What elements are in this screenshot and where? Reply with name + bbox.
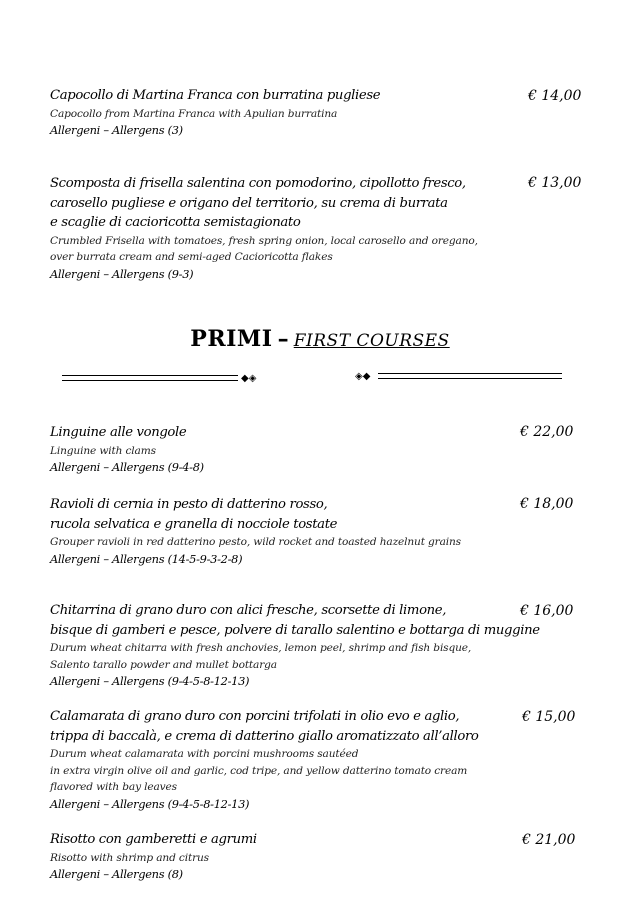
section-title-dash: – [277,326,289,352]
dish-name-it: trippa di baccalà, e crema di datterino giallo aromatizzato all’alloro [50,728,479,744]
section-title [0,326,640,352]
dish-desc-en: Crumbled Frisella with tomatoes, fresh spring onion, local carosello and oregano, [50,234,478,247]
dish-allergens: Allergeni – Allergens (9-4-8) [50,460,204,474]
dish-allergens: Allergeni – Allergens (14-5-9-3-2-8) [50,551,243,566]
section-title-en: FIRST COURSES [293,331,450,351]
dish-name-it: Scomposta di frisella salentina con pomodorino, cipollotto fresco, [50,176,466,191]
dish-allergens: Allergeni – Allergens (9-4-5-8-12-13) [50,796,250,811]
dish-name-it: Linguine alle vongole [50,425,187,440]
dish-allergens: Allergeni – Allergens (8) [50,867,183,881]
dish-allergens: Allergeni – Allergens (9-3) [50,266,194,281]
divider-rule-left [62,375,238,381]
dish-desc-en: flavored with bay leaves [50,781,177,793]
dish-name-it: bisque di gamberi e pesce, polvere di tarallo salentino e bottarga di muggine [50,622,540,638]
dish-desc-en: Durum wheat chitarra with fresh anchovies, lemon peel, shrimp and fish bisque, [50,642,472,654]
dish-name-it: Capocollo di Martina Franca con burratina pugliese [50,88,381,103]
dish-desc-en: Risotto with shrimp and citrus [50,851,209,864]
dish-name-it: rucola selvatica e granella di nocciole tostate [50,516,338,532]
dish-desc-en: Linguine with clams [50,444,156,457]
dish-price: € 21,00 [522,832,576,848]
dish-name-it: Calamarata di grano duro con porcini trifolati in olio evo e aglio, [50,709,460,724]
dish-name-it: e scaglie di cacioricotta semistagionato [50,215,301,230]
dish-price: € 16,00 [520,603,574,619]
dish-price: € 14,00 [528,88,582,104]
dish-allergens: Allergeni – Allergens (9-4-5-8-12-13) [50,674,250,688]
dish-desc-en: Salento tarallo powder and mullet bottarga [50,658,277,671]
dish-name-it: carosello pugliese e origano del territorio, su crema di burrata [50,195,448,211]
menu-item-frisella [50,174,610,283]
dish-name-it: Ravioli di cernia in pesto di datterino rosso, [50,497,328,512]
dish-price: € 22,00 [520,424,574,440]
dish-desc-en: Capocollo from Martina Franca with Apulian burratina [50,107,338,120]
menu-item-capocollo [50,86,610,139]
diamond-ornament-icon: ◈◆ [355,371,371,382]
divider-rule-right [378,373,562,379]
dish-name-it: Chitarrina di grano duro con alici fresche, scorsette di limone, [50,603,447,618]
dish-desc-en: over burrata cream and semi-aged Cacioricotta flakes [50,251,333,263]
dish-price: € 13,00 [528,175,582,191]
diamond-ornament-icon: ◆◈ [241,373,257,384]
dish-desc-en: Durum wheat calamarata with porcini mushrooms sautéed [50,748,359,760]
dish-desc-en: in extra virgin olive oil and garlic, cod tripe, and yellow datterino tomato cream [50,764,468,777]
section-title-it: PRIMI [190,326,273,352]
dish-name-it: Risotto con gamberetti e agrumi [50,832,257,847]
dish-desc-en: Grouper ravioli in red datterino pesto, wild rocket and toasted hazelnut grains [50,536,461,548]
dish-price: € 15,00 [522,709,576,725]
dish-price: € 18,00 [520,496,574,512]
dish-allergens: Allergeni – Allergens (3) [50,123,183,137]
